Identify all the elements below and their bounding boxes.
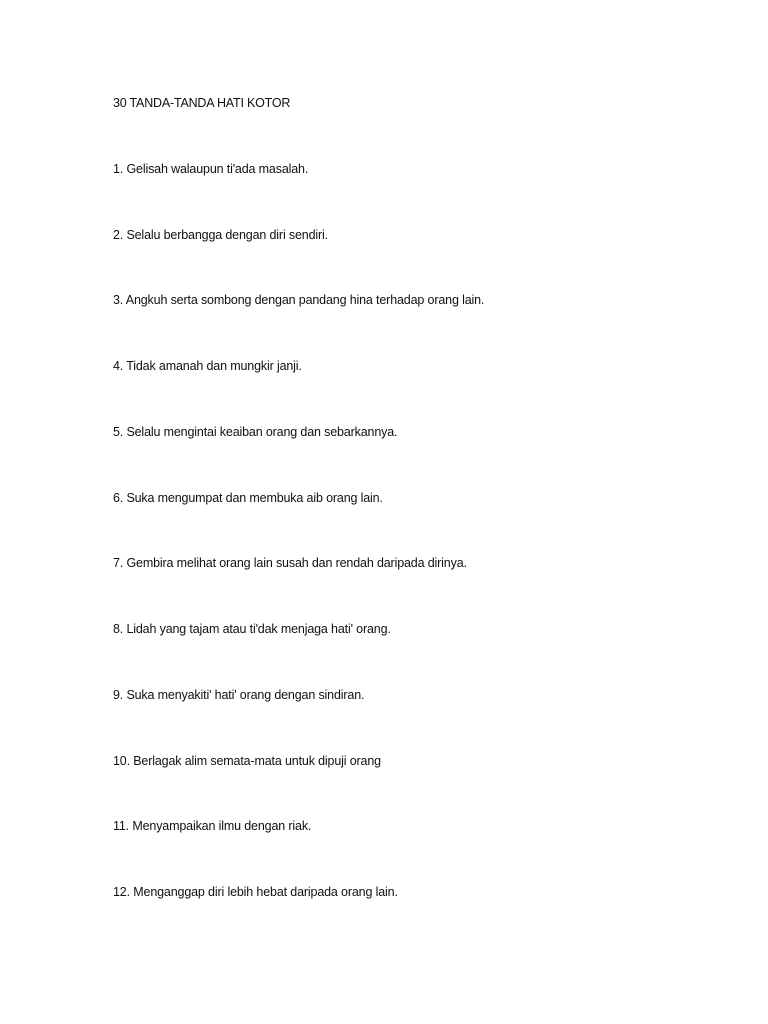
list-item-3: 3. Angkuh serta sombong dengan pandang hina terhadap orang lain. (113, 293, 485, 307)
list-item-9: 9. Suka menyakiti' hati' orang dengan sindiran. (113, 688, 365, 702)
list-item-10: 10. Berlagak alim semata-mata untuk dipuji orang (113, 754, 381, 768)
list-item-4: 4. Tidak amanah dan mungkir janji. (113, 359, 302, 373)
list-item-5: 5. Selalu mengintai keaiban orang dan sebarkannya. (113, 425, 398, 439)
list-item-8: 8. Lidah yang tajam atau ti'dak menjaga hati' orang. (113, 622, 391, 636)
list-item-11: 11. Menyampaikan ilmu dengan riak. (113, 819, 312, 833)
list-item-7: 7. Gembira melihat orang lain susah dan rendah daripada dirinya. (113, 556, 467, 570)
list-item-1: 1. Gelisah walaupun ti'ada masalah. (113, 162, 309, 176)
list-item-2: 2. Selalu berbangga dengan diri sendiri. (113, 228, 328, 242)
list-item-12: 12. Menganggap diri lebih hebat daripada orang lain. (113, 885, 398, 899)
document-title: 30 TANDA-TANDA HATI KOTOR (113, 96, 291, 110)
list-item-6: 6. Suka mengumpat dan membuka aib orang lain. (113, 491, 383, 505)
